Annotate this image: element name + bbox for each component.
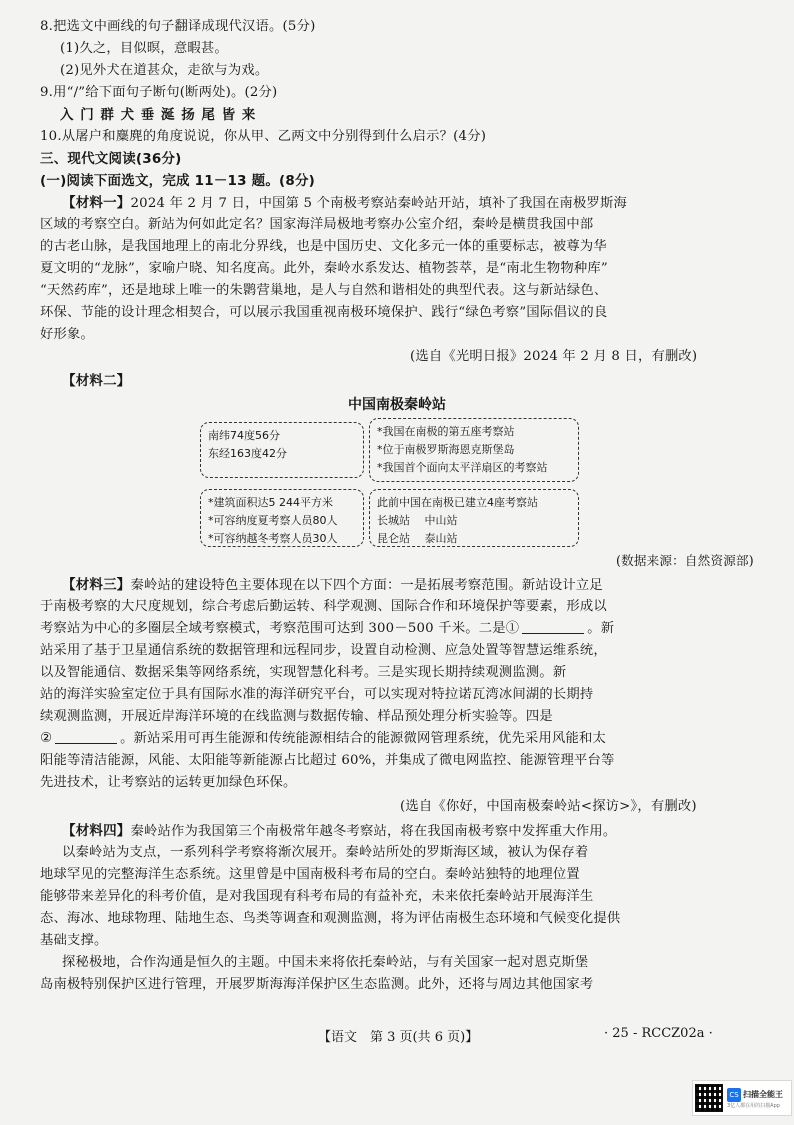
material-4-line-3: 地球罕见的完整海洋生态系统。这里曾是中国南极科考布局的空白。秦岭站独特的地理位置 <box>40 867 580 882</box>
question-9-text: 入 门 群 犬 垂 涎 扬 尾 皆 来 <box>60 107 257 123</box>
material-3-source: (选自《你好，中国南极秦岭站<探访>》，有删改) <box>400 799 697 814</box>
question-9: 9.用“/”给下面句子断句(断两处)。(2分) <box>40 85 278 100</box>
answer-blank-1[interactable] <box>522 619 584 634</box>
section-3-sub-1: (一)阅读下面选文，完成 11－13 题。(8分) <box>40 173 316 189</box>
material-3-line-5: 以及智能通信、数据采集等网络系统，实现智慧化科考。三是实现长期持续观测监测。新 <box>40 665 567 680</box>
material-4-line-1: 【材料四】秦岭站作为我国第三个南极常年越冬考察站，将在我国南极考察中发挥重大作用。 <box>62 823 617 839</box>
coordinates-box: 南纬74度56分 东经163度42分 <box>200 422 364 478</box>
material-3-label: 【材料三】 <box>62 577 131 593</box>
qr-code-icon <box>695 1084 723 1112</box>
capacity-box: *建筑面积达5 244平方米 *可容纳度夏考察人员80人 *可容纳越冬考察人员30人 <box>200 489 364 547</box>
scanner-sub: 3亿人都在用的扫描App <box>727 1102 780 1109</box>
section-3-title: 三、现代文阅读(36分) <box>40 151 182 167</box>
question-10: 10.从屠户和麋麂的角度说说，你从甲、乙两文中分别得到什么启示？(4分) <box>40 129 487 144</box>
material-1-line-5: “天然药库”，还是地球上唯一的朱鹮营巢地，是人与自然和谐相处的典型代表。这与新站绿色、 <box>40 283 608 298</box>
material-1-source: (选自《光明日报》2024 年 2 月 8 日，有删改) <box>410 349 698 364</box>
material-4-line-6: 基础支撑。 <box>40 933 108 948</box>
material-4-line-4: 能够带来差异化的科考价值，是对我国现有科考布局的有益补充，未来依托秦岭站开展海洋生 <box>40 889 594 904</box>
page-footer: 【语文 第 3 页(共 6 页)】 <box>318 1030 479 1045</box>
question-8-1: (1)久之，目似暝，意暇甚。 <box>60 41 228 56</box>
station-card-title: 中国南极秦岭站 <box>348 397 446 413</box>
material-3-line-10: 先进技术，让考察站的运转更加绿色环保。 <box>40 775 297 790</box>
question-8: 8.把选文中画线的句子翻译成现代汉语。(5分) <box>40 19 316 34</box>
material-3-line-3: 考察站为中心的多圈层全域考察模式，考察范围可达到 300－500 千米。二是① 。新 <box>40 621 615 636</box>
paper-code: · 25 - RCCZ02a · <box>604 1026 713 1041</box>
material-2-label: 【材料二】 <box>62 373 131 389</box>
material-3-line-8: ② 。新站采用可再生能源和传统能源相结合的能源微网管理系统，优先采用风能和太 <box>40 731 607 746</box>
scanner-name: 扫描全能王 <box>743 1090 783 1099</box>
answer-blank-2[interactable] <box>55 729 117 744</box>
camscanner-logo-icon: CS <box>727 1088 741 1102</box>
material-4-line-8: 岛南极特别保护区进行管理，开展罗斯海海洋保护区生态监测。此外，还将与周边其他国家考 <box>40 977 594 992</box>
material-1-line-3: 的古老山脉，是我国地理上的南北分界线，也是中国历史、文化多元一体的重要标志，被尊为华 <box>40 239 607 254</box>
material-4-line-7: 探秘极地，合作沟通是恒久的主题。中国未来将依托秦岭站，与有关国家一起对恩克斯堡 <box>62 955 589 970</box>
material-3-line-1: 【材料三】秦岭站的建设特色主要体现在以下四个方面：一是拓展考察范围。新站设计立足 <box>62 577 603 593</box>
material-3-line-9: 阳能等清洁能源，风能、太阳能等新能源占比超过 60%，并集成了微电网监控、能源管理平台等 <box>40 753 615 768</box>
material-1-line-1: 【材料一】2024 年 2 月 7 日，中国第 5 个南极考察站秦岭站开站，填补了我国在南极罗斯海 <box>62 195 628 211</box>
material-3-line-7: 续观测监测，开展近岸海洋环境的在线监测与数据传输、样品预处理分析实验等。四是 <box>40 709 553 724</box>
question-8-2: (2)见外犬在道甚众，走欲与为戏。 <box>60 63 269 78</box>
material-1-line-2: 区域的考察空白。新站为何如此定名？国家海洋局极地考察办公室介绍，秦岭是横贯我国中部 <box>40 217 594 232</box>
material-4-label: 【材料四】 <box>62 823 131 839</box>
material-3-line-6: 站的海洋实验室定位于具有国际水准的海洋研究平台，可以实现对特拉诺瓦湾冰间湖的长期持 <box>40 687 594 702</box>
material-1-line-6: 环保、节能的设计理念相契合，可以展示我国重视南极环境保护、践行“绿色考察”国际倡议的良 <box>40 305 608 320</box>
material-3-line-4: 站采用了基于卫星通信系统的数据管理和远程同步，设置自动检测、应急处置等智慧运维系统， <box>40 643 607 658</box>
scanner-watermark <box>692 1080 792 1116</box>
material-1-line-7: 好形象。 <box>40 327 94 342</box>
material-1-label: 【材料一】 <box>62 195 131 211</box>
material-3-line-2: 于南极考察的大尺度规划，综合考虑后勤运转、科学观测、国际合作和环境保护等要素，形成以 <box>40 599 607 614</box>
other-stations-box: 此前中国在南极已建立4座考察站 长城站 中山站 昆仑站 泰山站 <box>369 489 579 547</box>
material-4-line-2: 以秦岭站为支点，一系列科学考察将渐次展开。秦岭站所处的罗斯海区域，被认为保存着 <box>62 845 589 860</box>
material-1-line-4: 夏文明的“龙脉”，家喻户晓、知名度高。此外，秦岭水系发达、植物荟萃，是“南北生物物种库” <box>40 261 608 276</box>
station-facts-box: *我国在南极的第五座考察站 *位于南极罗斯海恩克斯堡岛 *我国首个面向太平洋扇区的考察站 <box>369 418 579 482</box>
material-2-source: (数据来源：自然资源部) <box>616 553 754 568</box>
material-4-line-5: 态、海冰、地球物理、陆地生态、鸟类等调查和观测监测，将为评估南极生态环境和气候变化提供 <box>40 911 621 926</box>
